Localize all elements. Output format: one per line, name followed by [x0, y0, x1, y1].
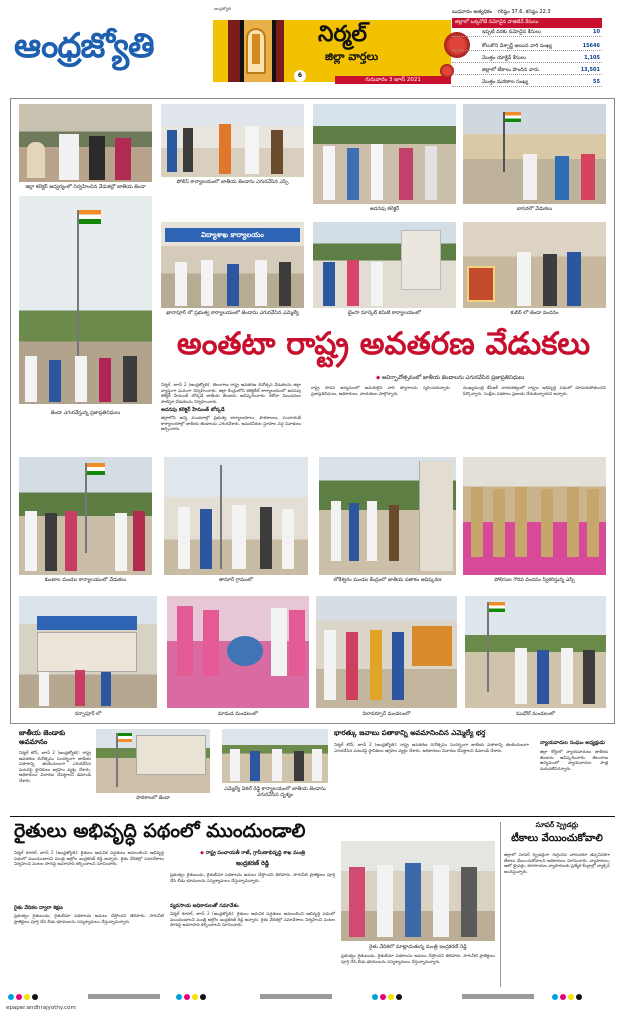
photo-caption: భైంసా మార్కెట్ కమిటీ కార్యాలయంలో	[348, 310, 421, 316]
stat-row	[452, 18, 602, 27]
masthead	[0, 0, 625, 96]
news-photo	[319, 457, 456, 575]
stat-row	[452, 78, 602, 87]
news-photo	[96, 729, 210, 793]
photo-caption: ఎమ్మెల్యే విఠల్ రెడ్డి కార్యాలయంలో జాతీయ జెండాను ఎగురవేసిన దృశ్యం	[224, 786, 326, 798]
photo-caption: లోకేశ్వరం మండల కేంద్రంలో జాతీయ పతాకం ఆవిష్కరణ	[333, 577, 442, 583]
article-column: నిర్మల్, జూన్ 2 (ఆంధ్రజ్యోతి): తెలంగాణ రాష్ట్ర అవతరణ దినోత్సవ వేడుకలను జిల్లా వ్యాప్తంగా ఘనంగా నిర్వహించారు. జిల్లా కేంద్రంలోని కలెక్టరేట్ కార్యాలయంలో అదనపు కలెక్టర్ హేమంత్ బోర్కడే జాతీయ జెండాను ఆవిష్కరించారు. కరోనా నిబంధనలు పాటిస్తూ వేడుకలను నిర్వహించారు.	[161, 382, 301, 404]
photo-caption: కుబీర్ లో జెండా వందనం	[510, 310, 559, 316]
stat-label: మొత్తం యాక్టివ్ కేసులు	[482, 55, 526, 61]
photo-caption: కుంటాల మండల కార్యాలయంలో వేడుకలు	[44, 577, 127, 583]
news-photo	[465, 596, 606, 708]
news-photo	[19, 104, 152, 182]
article-column: జిల్లాలో సూపర్ స్ప్రెడర్లుగా గుర్తించిన వారందరూ తప్పనిసరిగా టీకాలు వేయించుకోవాలని అధికారులు సూచించారు. వ్యాపారులు, ఆటో డ్రైవర్లు, కూరగాయల వ్యాపారులకు ప్రత్యేక కేంద్రాల్లో వ్యాక్సిన్ అందిస్తున్నారు.	[504, 852, 610, 874]
telangana-emblem-image	[228, 20, 284, 82]
photo-caption: నర్సాపూర్ లో	[74, 711, 102, 717]
main-subhead	[376, 374, 606, 382]
weather-label: బుధవారం అత్యధికం	[452, 9, 493, 15]
stat-label: ఇప్పటి వరకు నమోదైన కేసులు	[482, 29, 541, 35]
photo-caption: పోలీసుల గౌరవ వందనం స్వీకరిస్తున్న ఎస్పీ	[494, 577, 575, 583]
article-column: నిర్మల్ రూరల్, జూన్ 2 (ఆంధ్రజ్యోతి): రైతులు ఆధునిక పద్ధతులు అవలంబించి అభివృద్ధి పథంలో ముందుండాలని మంత్రి అల్లోల ఇంద్రకరణ్ రెడ్డి అన్నారు. రైతు వేదికల్లో సమావేశాలు నిర్వహించి పంటల సాగుపై అవగాహన కల్పించాలని సూచించారు.	[170, 911, 335, 928]
column-divider	[500, 822, 501, 987]
article-column: నిర్మల్ టౌన్, జూన్ 2 (ఆంధ్రజ్యోతి): రాష్ట్ర అవతరణ దినోత్సవం సందర్భంగా జాతీయ పతాకాన్ని తలకిందులుగా ఎగురవేసిన ఘటనపై స్థానికులు ఆగ్రహం వ్యక్తం చేశారు. అధికారులు విచారణ చేపట్టాలని డిమాండ్ చేశారు.	[19, 750, 91, 783]
bottom-headline: రైతులు అభివృద్ధి పథంలో ముందుండాలి	[14, 820, 306, 842]
temperature-readout: గరిష్ఠం 37.6, కనిష్ఠం 22.3	[497, 9, 551, 15]
weather-header	[452, 6, 602, 18]
photo-caption: మామడ మండలంలో	[217, 711, 259, 717]
edition-subtitle: జిల్లా వార్తలు	[325, 50, 379, 63]
edition-title: నిర్మల్	[318, 22, 367, 47]
news-photo	[316, 596, 457, 708]
news-photo: విద్యాశాఖ కార్యాలయం	[161, 222, 304, 308]
stat-row	[452, 28, 602, 37]
news-photo	[19, 596, 157, 708]
photo-caption: జిల్లా కలెక్టర్ ఆధ్వర్యంలో నిర్వహించిన వేడుకల్లో జాతీయ జెండా	[25, 184, 146, 190]
news-photo	[167, 596, 309, 708]
news-photo	[161, 104, 304, 177]
mid-headline: భారత్కు జవాబు పతాకాన్ని అవమానించిన ఎమ్మెల్యే భర్త	[334, 729, 486, 737]
article-column: ముఖ్యమంత్రి కేసీఆర్ నాయకత్వంలో రాష్ట్రం అభివృద్ధి పథంలో దూసుకుపోతుందని పేర్కొన్నారు. సంక్షేమ పథకాలు ప్రజలకు చేరుతున్నాయని అన్నారు.	[463, 385, 606, 396]
stat-label: జిల్లాలో ఒక్కరోజే నమోదైన పాజిటివ్ కేసులు	[455, 19, 539, 25]
photo-caption: జెండా ఎగురవేస్తున్న ప్రజాప్రతినిధులు	[50, 410, 121, 416]
article-column: జిల్లా కోర్టులో న్యాయవాదులు జాతీయ జెండాను ఆవిష్కరించారు. తెలంగాణ ఉద్యమంలో న్యాయవాదుల పాత్ర మరువలేనిదన్నారు.	[540, 749, 608, 771]
news-photo	[463, 104, 606, 204]
minister-kicker-text: రాష్ట్ర పంచాయతీ రాజ్, గ్రామీణాభివృద్ధి శాఖ మంత్రి	[205, 850, 305, 856]
article-column: ప్రభుత్వం రైతుబంధు, రైతుబీమా పథకాలను అమలు చేస్తోందని తెలిపారు. సాగునీటి ప్రాజెక్టులు పూర్తి చేసి బీడు భూములను సస్యశ్యామలం చేస్తున్నామన్నారు.	[14, 913, 164, 924]
main-headline: అంతటా రాష్ట్ర అవతరణ వేడుకలు	[176, 326, 591, 362]
photo-caption: తానూర్ గ్రామంలో	[218, 577, 254, 583]
news-photo	[463, 222, 606, 308]
news-photo	[19, 196, 152, 404]
side-headline: టీకాలు వేయించుకోవాలి	[511, 833, 603, 844]
news-photo	[222, 729, 328, 783]
photo-caption: బాసరలో వేడుకలు	[516, 206, 553, 212]
masthead-logo: ఆంధ్రజ్యోతి	[14, 26, 154, 66]
photo-caption: దిలావర్పూర్ మండలంలో	[362, 711, 411, 717]
news-photo	[313, 222, 456, 308]
stat-value: 13,501	[580, 67, 600, 73]
bullet-icon: ◆	[376, 375, 381, 381]
stat-label: మొత్తం మరణాల సంఖ్య	[482, 79, 529, 85]
news-photo	[313, 104, 456, 204]
stat-value: 15646	[582, 43, 600, 49]
article-column: రాష్ట్ర సాధన ఉద్యమంలో అమరులైన వారి త్యాగాలను స్మరించుకున్నారు. ప్రజాప్రతినిధులు, అధికారులు, నాయకులు పాల్గొన్నారు.	[311, 385, 451, 396]
bullet-icon: ◆	[200, 850, 204, 856]
news-photo	[164, 457, 308, 575]
article-column: నిర్మల్ రూరల్, జూన్ 2 (ఆంధ్రజ్యోతి): రైతులు ఆధునిక పద్ధతులు అవలంబించి అభివృద్ధి పథంలో ముందుండాలని మంత్రి అల్లోల ఇంద్రకరణ్ రెడ్డి అన్నారు. రైతు వేదికల్లో సమావేశాలు నిర్వహించి పంటల సాగుపై అవగాహన కల్పించాలని సూచించారు.	[14, 850, 164, 867]
stat-value: 10	[593, 29, 600, 35]
bottom-subheading: వ్యవసాయ అధికారులతో సమావేశం	[170, 903, 239, 909]
photo-caption: పాఠశాలలో జెండా	[135, 795, 171, 801]
print-color-bar	[0, 992, 625, 1002]
main-subhead-text: ఆవిర్భావోత్సవంలో జాతీయ జెండాలను ఎగురవేసిన ప్రజాప్రతినిధులు	[381, 375, 525, 381]
article-column: జిల్లాలోని అన్ని మండలాల్లో ప్రభుత్వ కార్యాలయాలు, పాఠశాలలు, పంచాయతీ కార్యాలయాల్లో జాతీయ జెండాలను ఎగురవేశారు. అమరవీరుల స్తూపాల వద్ద నివాళులు అర్పించారు.	[161, 415, 301, 432]
photo-caption: ముధోల్ మండలంలో	[515, 711, 556, 717]
stat-row	[452, 42, 602, 51]
section-divider	[10, 816, 615, 817]
stat-label: కోలుకొని డిశ్చార్జ్ అయిన వారి సంఖ్య	[482, 43, 552, 49]
photo-caption: పోలీస్ కార్యాలయంలో జాతీయ జెండాను ఎగురవేసిన ఎస్పీ	[176, 179, 289, 185]
photo-caption: ఖానాపూర్ లో ప్రభుత్వ కార్యాలయంలో జెండాను ఎగురవేసిన ఎమ్మెల్యే	[166, 310, 299, 316]
side-kicker: సూపర్ స్ప్రెడర్లు	[535, 821, 579, 829]
stat-label: జిల్లాలో టీకాలు పొందిన వారు	[482, 67, 539, 73]
photo-caption: రైతు వేదికలో మాట్లాడుతున్న మంత్రి ఇంద్రకరణ్ రెడ్డి	[369, 944, 467, 950]
stat-value: 1,105	[584, 55, 600, 61]
stat-value: 55	[593, 79, 600, 85]
bottom-subheading: రైతు వేదికల ద్వారా శిక్షణ	[14, 905, 63, 911]
photo-caption: అదనపు కలెక్టర్	[369, 206, 400, 212]
article-column: నిర్మల్ టౌన్, జూన్ 2 (ఆంధ్రజ్యోతి): రాష్ట్ర అవతరణ దినోత్సవం సందర్భంగా జాతీయ పతాకాన్ని తలకిందులుగా ఎగురవేసిన ఘటనపై స్థానికులు ఆగ్రహం వ్యక్తం చేశారు. అధికారులు విచారణ చేపట్టాలని డిమాండ్ చేశారు.	[334, 742, 529, 753]
stat-row	[452, 54, 602, 63]
article-column: ప్రభుత్వం రైతుబంధు, రైతుబీమా పథకాలను అమలు చేస్తోందని తెలిపారు. సాగునీటి ప్రాజెక్టులు పూర్తి చేసి బీడు భూములను సస్యశ్యామలం చేస్తున్నామన్నారు.	[341, 953, 495, 964]
minister-kicker	[170, 850, 335, 857]
stat-row	[452, 66, 602, 75]
date-line: గురువారం 3 జూన్ 2021	[335, 76, 451, 84]
page-number: 6	[294, 70, 306, 82]
news-photo	[341, 841, 495, 941]
side-heading: న్యాయవాదుల సంఘం అధ్యక్షుడు	[540, 740, 605, 746]
minister-name: ఇంద్రకరణ్ రెడ్డి	[235, 860, 270, 867]
footer-url[interactable]: epaper.andhrajyothy.com	[6, 1005, 76, 1011]
news-photo	[463, 457, 606, 575]
section-label: అదనపు కలెక్టర్ హేమంత్ బోర్కడే	[161, 407, 225, 413]
masthead-tagline: ఆంధ్రజ్యోతి	[214, 6, 231, 11]
news-photo	[19, 457, 152, 575]
flag-insult-heading: జాతీయ జెండాకు అవమానం	[19, 729, 66, 746]
article-column: ప్రభుత్వం రైతుబంధు, రైతుబీమా పథకాలను అమలు చేస్తోందని తెలిపారు. సాగునీటి ప్రాజెక్టులు పూర్తి చేసి బీడు భూములను సస్యశ్యామలం చేస్తున్నామన్నారు.	[170, 872, 335, 883]
